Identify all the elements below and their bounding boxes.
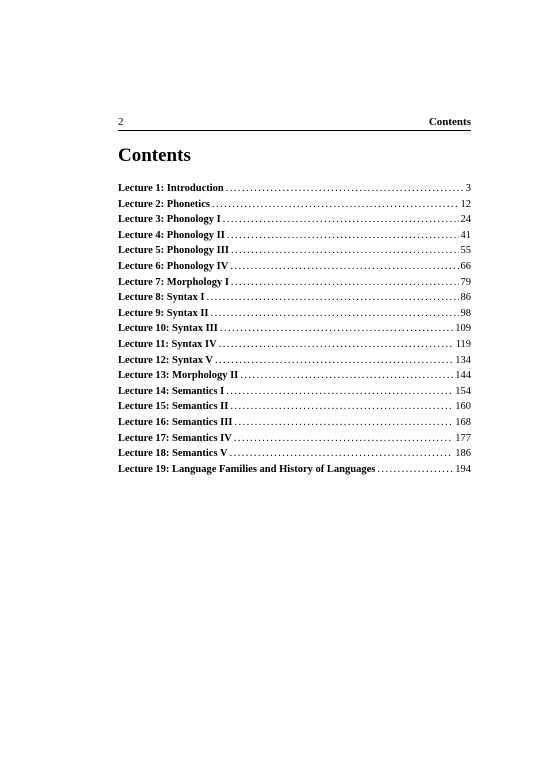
toc-entry-label: Lecture 15: Semantics II [118,401,229,413]
toc-entry-label: Lecture 7: Morphology I [118,276,229,288]
toc-entry-label: Lecture 18: Semantics V [118,448,228,460]
toc-entry-page: 144 [455,370,471,382]
toc-entry-page: 3 [465,183,471,194]
toc-entry-label: Lecture 12: Syntax V [118,354,213,366]
toc-entry-page: 86 [460,292,471,304]
toc-dot-leader [226,181,464,197]
toc-entry-page: 154 [455,385,471,397]
toc-entry-page: 160 [455,401,471,413]
toc-entry-label: Lecture 1: Introduction [118,183,224,194]
toc-dot-leader [211,306,459,322]
toc-entry-7[interactable] [118,275,471,291]
toc-dot-leader [231,275,459,291]
toc-entry-13[interactable] [118,368,471,384]
toc-entry-page: 98 [460,307,471,319]
toc-entry-label: Lecture 8: Syntax I [118,292,205,304]
toc-entry-18[interactable] [118,446,471,462]
toc-entry-page: 12 [460,198,471,210]
toc-dot-leader [240,368,453,384]
toc-entry-label: Lecture 17: Semantics IV [118,432,232,444]
toc-entry-10[interactable] [118,321,471,337]
toc-entry-label: Lecture 16: Semantics III [118,416,233,428]
toc-dot-leader [215,353,453,369]
toc-dot-leader [219,337,454,353]
toc-entry-page: 119 [455,338,471,350]
toc-entry-2[interactable] [118,197,471,213]
toc-entry-1[interactable] [118,181,471,197]
toc-entry-page: 66 [460,260,471,272]
toc-entry-page: 24 [460,214,471,226]
document-page [118,116,471,477]
toc-entry-page: 177 [455,432,471,444]
toc-entry-page: 168 [455,416,471,428]
toc-entry-label: Lecture 2: Phonetics [118,198,210,210]
toc-entry-9[interactable] [118,306,471,322]
toc-entry-page: 134 [455,354,471,366]
toc-entry-label: Lecture 10: Syntax III [118,323,218,335]
toc-entry-label: Lecture 5: Phonology III [118,245,229,257]
toc-entry-label: Lecture 19: Language Families and History of Languages [118,463,376,475]
toc-entry-page: 186 [455,448,471,460]
toc-dot-leader [206,290,458,306]
toc-entry-16[interactable] [118,415,471,431]
toc-dot-leader [230,399,453,415]
toc-entry-label: Lecture 14: Semantics I [118,385,225,397]
toc-entry-label: Lecture 6: Phonology IV [118,260,229,272]
toc-dot-leader [212,197,459,213]
toc-entry-label: Lecture 3: Phonology I [118,214,221,226]
toc-entry-14[interactable] [118,384,471,400]
toc-dot-leader [234,431,453,447]
toc-dot-leader [231,243,459,259]
toc-entry-11[interactable] [118,337,471,353]
toc-dot-leader [226,384,453,400]
running-head-title: Contents [428,116,471,128]
toc-entry-19[interactable] [118,462,471,478]
page-title: Contents [118,145,191,166]
toc-entry-label: Lecture 11: Syntax IV [118,338,217,350]
toc-dot-leader [220,321,453,337]
toc-entry-label: Lecture 13: Morphology II [118,370,239,382]
toc-dot-leader [230,446,454,462]
toc-entry-3[interactable] [118,212,471,228]
toc-entry-8[interactable] [118,290,471,306]
toc-entry-6[interactable] [118,259,471,275]
toc-entry-page: 41 [460,229,471,241]
toc-entry-4[interactable] [118,228,471,244]
toc-entry-label: Lecture 9: Syntax II [118,307,209,319]
table-of-contents [118,181,471,477]
toc-dot-leader [234,415,453,431]
toc-entry-label: Lecture 4: Phonology II [118,229,225,241]
toc-entry-page: 109 [455,323,471,335]
toc-entry-15[interactable] [118,399,471,415]
toc-entry-page: 55 [460,245,471,257]
toc-dot-leader [230,259,458,275]
toc-entry-page: 79 [460,276,471,288]
toc-dot-leader [227,228,459,244]
toc-dot-leader [223,212,459,228]
toc-dot-leader [377,462,453,478]
toc-entry-17[interactable] [118,431,471,447]
toc-entry-5[interactable] [118,243,471,259]
running-head [118,116,471,131]
page-number: 2 [118,116,124,128]
toc-entry-12[interactable] [118,353,471,369]
toc-entry-page: 194 [455,463,471,475]
